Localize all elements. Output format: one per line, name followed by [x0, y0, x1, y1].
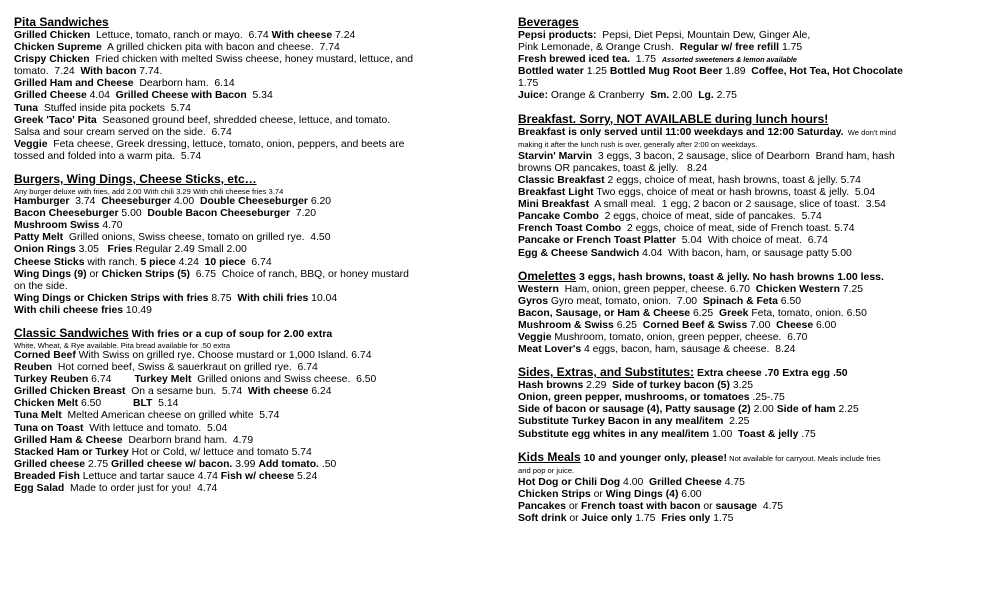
item-note: and pop or juice. [518, 465, 575, 475]
item-name: Fresh brewed iced tea. [518, 54, 631, 66]
item-name: Tuna on Toast [14, 422, 84, 434]
section-note: White, Wheat, & Rye available. Pita bread available for .50 extra [14, 340, 231, 350]
item-text: or [590, 488, 606, 500]
item-text: 3.25 [729, 380, 754, 392]
menu-section [14, 16, 474, 163]
menu-line [518, 42, 984, 54]
item-name: Hash browns [518, 380, 584, 392]
item-text: 2 eggs, choice of meat, hash browns, toast & jelly. 5.74 [604, 174, 861, 186]
menu-line [518, 54, 984, 66]
item-name: Bacon, Sausage, or Ham & Cheese [518, 307, 691, 319]
item-text: or [700, 500, 716, 512]
item-name: Chicken Strips (5) [101, 268, 190, 280]
item-text: Grilled onions, Swiss cheese, tomato on grilled rye. 4.50 [63, 232, 331, 244]
item-text: Lettuce, tomato, ranch or mayo. 6.74 [90, 30, 272, 41]
menu-line [518, 320, 984, 332]
item-text: 4.04 [86, 90, 116, 102]
menu-line [518, 211, 984, 223]
menu-line [518, 151, 984, 163]
item-text: Dearborn brand ham. 4.79 [122, 434, 254, 446]
item-note: making it after the lunch rush is over, generally after 2:00 on weekdays. [518, 139, 758, 149]
item-text: .25-.75 [749, 392, 785, 404]
item-text: 1.75 [779, 42, 803, 54]
item-text: or [565, 500, 581, 512]
item-name: Tuna Melt [14, 410, 62, 422]
menu-line [14, 269, 474, 281]
item-text: Stuffed inside pita pockets 5.74 [38, 102, 191, 114]
item-name: Pancake or French Toast Platter [518, 235, 677, 247]
section-subtitle: 3 eggs, hash browns, toast & jelly. No hash browns 1.00 less. [576, 270, 884, 283]
item-text: A grilled chicken pita with bacon and cheese. 7.74 [101, 42, 340, 54]
item-text: 3 eggs, 3 bacon, 2 sausage, slice of Dearborn Brand ham, hash [592, 150, 895, 162]
menu-line [14, 281, 474, 293]
menu-line [14, 151, 474, 163]
item-text: 7.00 [747, 319, 777, 331]
item-name: Bottled Mug Root Beer [609, 66, 723, 78]
section-title: Pita Sandwiches [14, 15, 109, 29]
item-text: A small meal. 1 egg, 2 bacon or 2 sausage, slice of toast. 3.54 [589, 199, 886, 211]
menu-line [14, 435, 474, 447]
item-text: 6.74 [88, 374, 135, 386]
item-text: 1.89 [722, 66, 752, 78]
item-name: Fish w/ cheese [220, 470, 295, 482]
item-name: Turkey Melt [134, 374, 192, 386]
section-title: Beverages [518, 15, 579, 29]
item-text: 8.75 [208, 292, 238, 304]
item-text: With lettuce and tomato. 5.04 [83, 422, 228, 434]
menu-line [518, 235, 984, 247]
menu-line [518, 513, 984, 525]
item-name: Cheeseburger [101, 196, 172, 208]
menu-line [518, 66, 984, 78]
section-header [518, 451, 984, 465]
item-text: 4.75 [757, 500, 784, 512]
item-name: Starvin' Marvin [518, 150, 593, 162]
item-name: Chicken Melt [14, 398, 79, 410]
item-name: Grilled cheese [14, 458, 86, 470]
item-name: Fries [107, 244, 133, 256]
item-text: Salsa and sour cream served on the side. 6.74 [14, 126, 232, 138]
item-name: Side of ham [776, 404, 836, 416]
item-text: 2.25 [723, 416, 750, 428]
section-title: Burgers, Wing Dings, Cheese Sticks, etc… [14, 172, 257, 187]
item-name: With chili cheese fries [14, 304, 124, 316]
item-name: Grilled Ham and Cheese [14, 78, 134, 90]
item-name: Toast & jelly [738, 428, 799, 440]
menu-line [518, 429, 984, 441]
item-text: .75 [798, 428, 816, 440]
section-subtitle: With fries or a cup of soup for 2.00 extra [128, 327, 333, 340]
menu-line [518, 465, 984, 477]
item-text: 6.74 [245, 256, 272, 268]
item-text: 4 eggs, bacon, ham, sausage & cheese. 8.24 [581, 344, 796, 356]
item-text: 6.00 [813, 319, 837, 331]
item-text: 10.04 [308, 292, 338, 304]
item-text: Pink Lemonade, & Orange Crush. [518, 42, 680, 54]
menu-line [14, 30, 474, 42]
item-text: on the side. [14, 280, 68, 292]
menu-line [518, 308, 984, 320]
item-name: Pancakes [518, 500, 566, 512]
item-text: On a sesame bun. 5.74 [125, 386, 248, 398]
item-text: Melted American cheese on grilled white 5.74 [61, 410, 280, 422]
item-name: Substitute Turkey Bacon in any meal/item [518, 416, 724, 428]
item-text: 2 eggs, choice of meat, side of French toast. 5.74 [621, 223, 855, 235]
item-name: Bottled water [518, 66, 584, 78]
item-name: Breakfast is only served until 11:00 weekdays and 12:00 Saturday. [518, 126, 844, 138]
menu-section [518, 451, 984, 525]
item-text: 2.25 [835, 404, 859, 416]
menu-line [518, 392, 984, 404]
item-name: Breaded Fish [14, 470, 80, 482]
item-note: We don't mind [843, 127, 896, 137]
item-name: Side of bacon or sausage (4), Patty sausage (2) [518, 404, 751, 416]
menu-line [14, 127, 474, 139]
item-name: Substitute egg whites in any meal/item [518, 428, 710, 440]
item-name: Grilled Cheese [14, 90, 87, 102]
item-name: Meat Lover's [518, 344, 582, 356]
item-name: Gyros [518, 295, 549, 307]
item-name: French Toast Combo [518, 223, 622, 235]
menu-line [14, 471, 474, 483]
item-text: Gyro meat, tomato, onion. 7.00 [548, 295, 703, 307]
item-text: 3.99 [232, 458, 259, 470]
menu-column-left [14, 16, 474, 505]
item-name: Turkey Reuben [14, 374, 89, 386]
item-text: tossed and folded into a warm pita. 5.74 [14, 150, 202, 162]
item-text: With Swiss on grilled rye. Choose mustard or 1,000 Island. 6.74 [75, 349, 372, 361]
item-name: Grilled Cheese [649, 476, 722, 488]
item-name: 10 piece [204, 256, 246, 268]
item-name: Tuna [14, 102, 39, 114]
menu-line [14, 78, 474, 90]
item-text: Regular 2.49 Small 2.00 [132, 244, 247, 256]
section-header [518, 16, 984, 30]
item-name: sausage [715, 500, 758, 512]
item-name: Patty Melt [14, 232, 64, 244]
item-name: Grilled Ham & Cheese [14, 434, 123, 446]
menu-line [518, 380, 984, 392]
menu-line [518, 223, 984, 235]
section-title: Breakfast. Sorry, NOT AVAILABLE during lunch hours! [518, 111, 829, 126]
menu-line [14, 257, 474, 269]
item-name: Grilled Chicken Breast [14, 386, 126, 398]
menu-line [518, 187, 984, 199]
item-text: Mushroom, tomato, onion, green pepper, cheese. 6.70 [551, 331, 808, 343]
item-name: Double Cheeseburger [199, 196, 308, 208]
item-name: Fries only [661, 513, 711, 524]
item-name: Spinach & Feta [702, 295, 778, 307]
menu-line [14, 386, 474, 398]
item-name: Onion Rings [14, 244, 76, 256]
menu-line [14, 196, 474, 208]
item-text: 2.75 [713, 90, 737, 102]
item-name: Juice only [581, 513, 633, 524]
menu-line [518, 199, 984, 211]
item-text: 4.00 [171, 196, 200, 208]
menu-line [14, 398, 474, 410]
item-name: Greek 'Taco' Pita [14, 114, 97, 126]
item-text: 7.20 [290, 208, 317, 220]
section-title: Classic Sandwiches [14, 325, 129, 340]
menu-line [14, 483, 474, 495]
item-name: With bacon [80, 66, 137, 78]
item-name: Crispy Chicken [14, 54, 90, 66]
item-text: 1.00 [709, 428, 739, 440]
item-name: Mini Breakfast [518, 199, 590, 211]
menu-section [518, 16, 984, 103]
item-text: or [566, 513, 582, 524]
section-header [518, 113, 984, 127]
menu-section [14, 327, 474, 495]
menu-line [14, 447, 474, 459]
item-text: 4.75 [721, 476, 745, 488]
menu-column-right [518, 16, 984, 535]
item-text: 6.20 [307, 196, 332, 208]
item-text: 2 eggs, choice of meat, side of pancakes. 5.74 [598, 211, 822, 223]
item-text: Lettuce and tartar sauce 4.74 [79, 470, 221, 482]
menu-line [518, 477, 984, 489]
menu-line [14, 410, 474, 422]
item-name: Western [518, 283, 559, 295]
menu-line [518, 416, 984, 428]
section-subtitle: Extra cheese .70 Extra egg .50 [694, 367, 848, 380]
menu-line [518, 501, 984, 513]
menu-line [14, 232, 474, 244]
menu-section [14, 173, 474, 317]
item-text: 2.00 [669, 90, 699, 102]
item-text: 4.24 [175, 256, 205, 268]
item-text: 7.74. [136, 66, 163, 78]
menu-line [518, 404, 984, 416]
item-name: Pancake Combo [518, 211, 599, 223]
item-text: Dearborn ham. 6.14 [133, 78, 235, 90]
section-note-inline: Not available for carryout. Meals include fries [726, 453, 881, 463]
item-text: 6.25 [690, 307, 719, 319]
item-name: 5 piece [140, 256, 176, 268]
item-name: Corned Beef & Swiss [642, 319, 748, 331]
menu-section [518, 366, 984, 440]
item-name: Hot Dog or Chili Dog [518, 476, 621, 488]
item-text: 7.24 [332, 30, 356, 41]
section-header [518, 366, 984, 380]
menu-line [518, 30, 984, 42]
item-name: With cheese [271, 30, 333, 41]
item-text: 7.25 [839, 283, 864, 295]
item-name: Double Bacon Cheeseburger [147, 208, 291, 220]
item-text: 1.75 [710, 513, 734, 524]
item-name: Hamburger [14, 196, 70, 208]
item-text: Hot corned beef, Swiss & sauerkraut on grilled rye. 6.74 [52, 362, 318, 374]
menu-line [518, 163, 984, 175]
section-header [14, 16, 474, 30]
section-header [14, 173, 474, 187]
item-name: Add tomato. [258, 458, 319, 470]
item-name: Cheese [776, 319, 814, 331]
item-name: Stacked Ham or Turkey [14, 446, 129, 458]
item-name: Soft drink [518, 513, 567, 524]
item-name: Grilled Chicken [14, 30, 91, 41]
item-name: Grilled Cheese with Bacon [115, 90, 247, 102]
menu-line [14, 139, 474, 151]
item-text: browns OR pancakes, toast & jelly. 8.24 [518, 162, 708, 174]
item-text: 5.34 [246, 90, 273, 102]
menu-line [518, 175, 984, 187]
menu-line [14, 208, 474, 220]
menu-line [14, 459, 474, 471]
item-text: 5.14 [152, 398, 179, 410]
item-name: Onion, green pepper, mushrooms, or tomatoes [518, 392, 750, 404]
item-text: with ranch. [84, 256, 141, 268]
menu-line [14, 244, 474, 256]
menu-line [14, 374, 474, 386]
item-name: Lg. [698, 90, 714, 102]
item-text: 2.75 [85, 458, 112, 470]
section-note: Any burger deluxe with fries, add 2.00 With chili 3.29 With chili cheese fries 3.74 [14, 187, 284, 197]
item-name: Juice: [518, 90, 549, 102]
menu-line [14, 90, 474, 102]
item-name: Pepsi products: [518, 30, 597, 41]
menu-line [14, 103, 474, 115]
item-name: Veggie [14, 138, 48, 150]
item-text: 6.25 [613, 319, 643, 331]
item-name: Corned Beef [14, 349, 76, 361]
item-name: Grilled cheese w/ bacon. [111, 458, 233, 470]
item-text: or [86, 268, 102, 280]
menu-line [14, 54, 474, 66]
section-title: Kids Meals [518, 449, 581, 464]
item-name: Egg & Cheese Sandwich [518, 247, 640, 259]
item-text: tomato. 7.24 [14, 66, 81, 78]
item-text: 4.04 With bacon, ham, or sausage patty 5.00 [639, 247, 852, 259]
item-text: 4.00 [620, 476, 650, 488]
menu-line [14, 115, 474, 127]
menu-line [14, 350, 474, 362]
menu-section [518, 270, 984, 357]
item-name: Coffee, Hot Tea, Hot Chocolate [751, 66, 903, 78]
item-text: Fried chicken with melted Swiss cheese, honey mustard, lettuce, and [89, 54, 414, 66]
item-name: Reuben [14, 362, 53, 374]
item-name: Veggie [518, 331, 552, 343]
item-text: 6.50 [777, 295, 802, 307]
item-text: 5.24 [294, 470, 318, 482]
item-text: 1.25 [583, 66, 610, 78]
item-name: Bacon Cheeseburger [14, 208, 119, 220]
item-text: Hot or Cold, w/ lettuce and tomato 5.74 [128, 446, 312, 458]
item-text: 5.00 [118, 208, 148, 220]
item-text: 1.75 [632, 513, 662, 524]
menu-line [518, 78, 984, 90]
item-name: Chicken Strips [518, 488, 591, 500]
menu-line [518, 284, 984, 296]
menu-line [14, 42, 474, 54]
item-text: 4.70 [99, 220, 123, 232]
item-name: Chicken Supreme [14, 42, 102, 54]
item-text: 6.50 [78, 398, 133, 410]
item-name: With chili fries [237, 292, 309, 304]
item-text: 1.75 [630, 54, 662, 66]
menu-line [14, 66, 474, 78]
item-name: Cheese Sticks [14, 256, 85, 268]
section-subtitle: 10 and younger only, please! [580, 451, 727, 464]
item-text: Seasoned ground beef, shredded cheese, lettuce, and tomato. [96, 114, 391, 126]
item-name: Classic Breakfast [518, 174, 605, 186]
section-header [518, 270, 984, 284]
menu-line [518, 139, 984, 151]
item-text: Ham, onion, green pepper, cheese. 6.70 [558, 283, 756, 295]
menu-line [14, 362, 474, 374]
item-text: 6.00 [678, 488, 702, 500]
menu-section [518, 113, 984, 260]
menu-line [14, 423, 474, 435]
item-name: Mushroom Swiss [14, 220, 100, 232]
item-text: Feta, tomato, onion. 6.50 [748, 307, 867, 319]
item-name: Mushroom & Swiss [518, 319, 614, 331]
menu-line [518, 127, 984, 139]
item-text: Orange & Cranberry [548, 90, 651, 102]
item-name: Wing Dings (4) [605, 488, 679, 500]
item-name: Wing Dings or Chicken Strips with fries [14, 292, 209, 304]
menu-line [518, 90, 984, 102]
item-name: French toast with bacon [580, 500, 701, 512]
item-text: 6.75 Choice of ranch, BBQ, or honey mustard [190, 268, 409, 280]
item-text: 2.00 [750, 404, 777, 416]
item-text: Pepsi, Diet Pepsi, Mountain Dew, Ginger Ale, [596, 30, 811, 41]
item-name: Greek [718, 307, 749, 319]
menu-line [518, 296, 984, 308]
item-name: Chicken Western [755, 283, 840, 295]
item-text: 3.05 [75, 244, 108, 256]
item-text: 6.24 [308, 386, 332, 398]
item-text: 1.75 [518, 78, 539, 90]
section-header [14, 327, 474, 341]
item-text: 5.04 With choice of meat. 6.74 [676, 235, 828, 247]
section-title: Omelettes [518, 268, 577, 283]
item-text: 2.29 [583, 380, 613, 392]
item-text: 10.49 [123, 304, 152, 316]
item-text: .50 [318, 458, 337, 470]
menu-line [518, 332, 984, 344]
item-note: Assorted sweeteners & lemon available [661, 55, 797, 65]
item-name: Side of turkey bacon (5) [612, 380, 730, 392]
item-name: BLT [132, 398, 153, 410]
menu-line [518, 489, 984, 501]
menu-line [14, 305, 474, 317]
item-name: With cheese [247, 386, 309, 398]
menu-line [14, 220, 474, 232]
item-name: Wing Dings (9) [14, 268, 87, 280]
item-text: Two eggs, choice of meat or hash browns, toast & jelly. 5.04 [593, 187, 876, 199]
item-text: 3.74 [69, 196, 102, 208]
item-text: Made to order just for you! 4.74 [64, 483, 218, 494]
menu-line [518, 248, 984, 260]
section-title: Sides, Extras, and Substitutes: [518, 365, 695, 380]
item-text: Grilled onions and Swiss cheese. 6.50 [191, 374, 377, 386]
item-name: Sm. [650, 90, 670, 102]
menu-line [518, 344, 984, 356]
item-text: Feta cheese, Greek dressing, lettuce, tomato, onion, peppers, and beets are [47, 138, 405, 150]
item-name: Egg Salad [14, 483, 65, 494]
item-name: Breakfast Light [518, 187, 594, 199]
item-name: Regular w/ free refill [679, 42, 780, 54]
menu-line [14, 293, 474, 305]
